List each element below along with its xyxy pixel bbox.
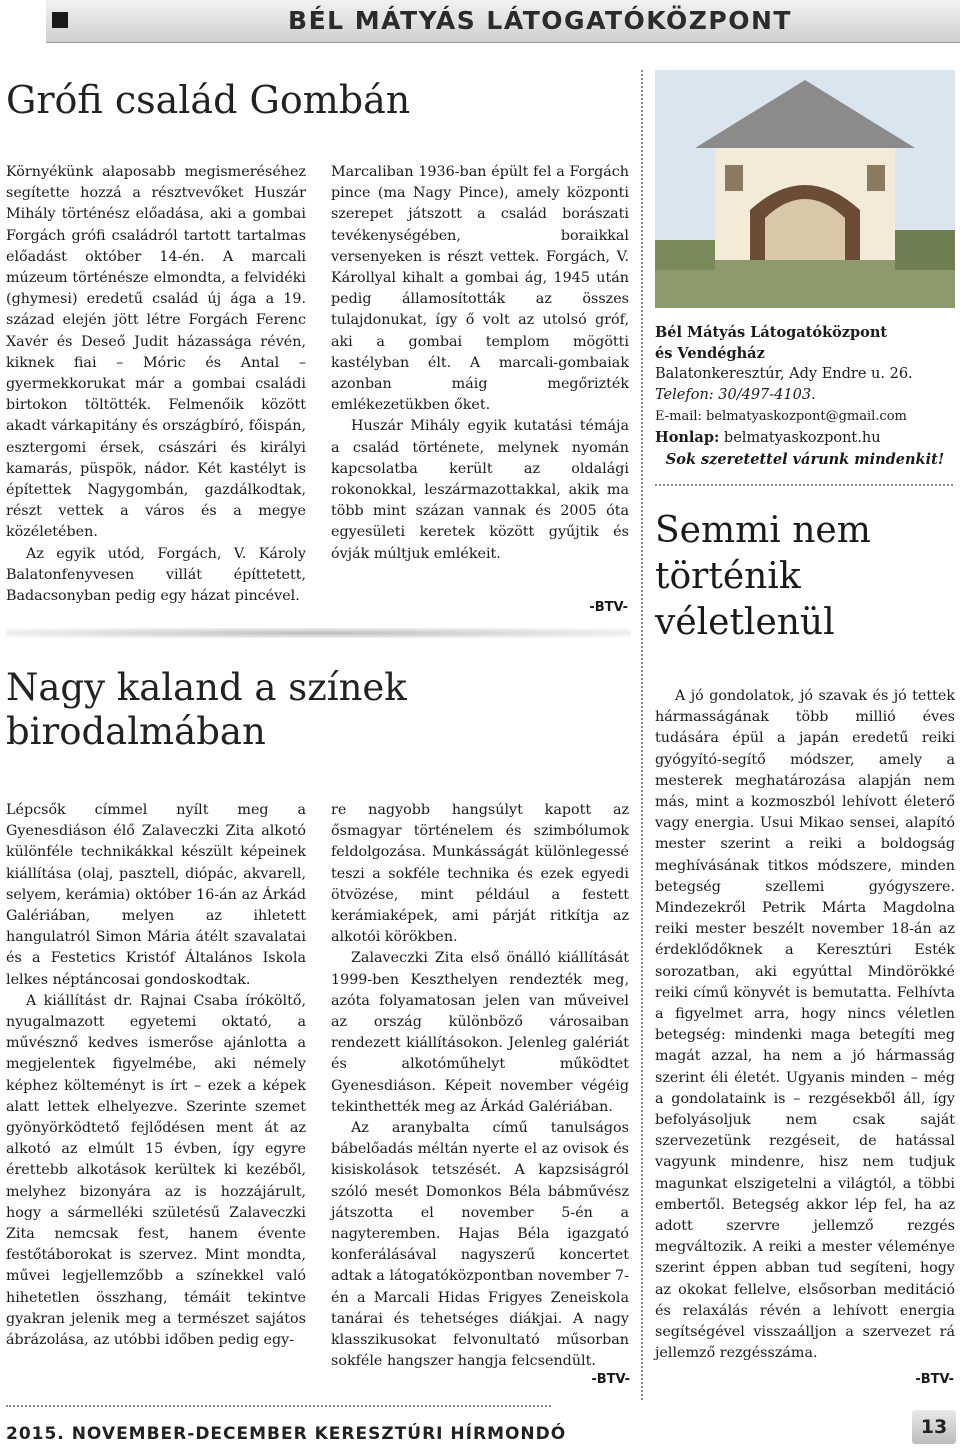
article1-signature: -BTV- bbox=[589, 600, 628, 615]
contact-email[interactable]: E-mail: belmatyaskozpont@gmail.com bbox=[655, 409, 907, 424]
article-separator bbox=[6, 628, 631, 638]
article1-col2 bbox=[331, 162, 629, 565]
footer-issue: 2015. NOVEMBER-DECEMBER KERESZTÚRI HÍRMONDÓ bbox=[6, 1424, 567, 1444]
article3-signature: -BTV- bbox=[915, 1372, 954, 1387]
footer-rule bbox=[6, 1405, 551, 1407]
header-title: BÉL MÁTYÁS LÁTOGATÓKÖZPONT bbox=[288, 6, 792, 35]
article3-title-line3: véletlenül bbox=[655, 602, 835, 643]
article2-col2 bbox=[331, 800, 629, 1372]
article2-title-line1: Nagy kaland a színek bbox=[6, 666, 407, 709]
building-photo bbox=[655, 70, 955, 308]
contact-name-line1: Bél Mátyás Látogatóközpont bbox=[655, 324, 888, 341]
building-illustration bbox=[655, 70, 955, 308]
article2-col2-p1: re nagyobb hangsúlyt kapott az ősmagyar történelem és szimbólumok feldolgozása. Munkásságát különlegessé teszi a sokféle technika és ezek egyedi ötvözése, mint például a festett kerámiaképek, ami párját ritkítja az alkotói körökben. bbox=[331, 802, 629, 946]
article1-col2-p1: Marcaliban 1936-ban épült fel a Forgách pince (ma Nagy Pince), amely központi szerepet játszott a család borászati tevékenységében, boraikkal versenyeken is részt vettek. Forgách, V. Károllyal kihalt a gombai ág, 1945 után pedig államosították az összes tulajdonukat, így ő volt az utolsó gróf, aki a gombai templom mögötti kastélyban élt. A marcali-gombaiak azonban máig megőrizték emlékezetükben őket. bbox=[331, 164, 629, 414]
article1-title: Grófi család Gombán bbox=[6, 78, 411, 122]
contact-address: Balatonkeresztúr, Ady Endre u. 26. bbox=[655, 366, 913, 382]
article2-col1-p1: Lépcsők címmel nyílt meg a Gyenesdiáson élő Zalaveczki Zita alkotó különféle technikákkal készült képeinek kiállítása (olaj, pasztell, diópác, akvarell, selyem, kerámia) október 16-án az Árkád Galériában, melyen az ihletett hangulatról Simon Mária átélt szavalatai és a Festetics Kristóf Általános Iskola lelkes néptáncosai gondoskodtak. bbox=[6, 802, 306, 988]
page-number: 13 bbox=[912, 1410, 956, 1444]
contact-web-label: Honlap: bbox=[655, 429, 720, 446]
article1-col2-p2: Huszár Mihály egyik kutatási témája a család története, melynek nyomán kapcsolatba került az oldalági rokonokkal, leszármazottakkal, akik ma több mint százan vannak és 2005 óta egyesületi keretek között gyűjtik és óvják múltjuk emlékeit. bbox=[331, 418, 629, 562]
contact-phone: Telefon: 30/497-4103. bbox=[655, 387, 816, 403]
contact-welcome: Sok szeretettel várunk mindenkit! bbox=[665, 451, 945, 468]
article2-col2-p3: Az aranybalta című tanulságos bábelőadás méltán nyerte el az ovisok és kisiskolások tetszését. A kapzsiságról szóló mesét Domonkos Béla bábművész játszotta el november 5-én a nagyteremben. Hajas Béla igazgató konferálásával nagyszerű koncertet adtak a látogatóközpontban november 7-én a Marcali Hidas Frigyes Zeneiskola tanárai és tehetséges diákjai. A nagy klasszikusokat felvonultató műsorban sokféle hangszer hangja felcsendült. bbox=[331, 1120, 629, 1370]
contact-name-line2: és Vendégház bbox=[655, 345, 765, 362]
column-divider bbox=[641, 70, 643, 1400]
contact-web-link[interactable]: belmatyaskozpont.hu bbox=[723, 430, 881, 446]
article1-col1 bbox=[6, 162, 306, 607]
article3-title bbox=[655, 508, 871, 646]
contact-box bbox=[655, 322, 955, 470]
article3-body bbox=[655, 686, 955, 1365]
article2-title bbox=[6, 666, 407, 754]
contact-divider bbox=[655, 484, 953, 486]
article2-col2-p2: Zalaveczki Zita első önálló kiállítását 1999-ben Keszthelyen rendezték meg, azóta folyamatosan jelen van műveivel az ország különböző városaiban rendezett kiállításokon. Jelenleg galériát és alkotóműhelyt működtet Gyenesdiáson. Képeit november végéig tekinthették meg az Árkád Galériában. bbox=[331, 950, 629, 1115]
article2-col1-p2: A kiállítást dr. Rajnai Csaba íróköltő, nyugalmazott egyetemi oktató, a művésznő kedves ismerőse ajánlotta a megjelentek figyelmébe, aki némely képhez költeményt is írt – ezek a képek alatt lettek elhelyezve. Szerinte szemet gyönyörködtető fejlődésen ment át az alkotó az elmúlt 15 évben, így egyre érettebb alkotások kerültek ki kezéből, melyhez bizonyára az is hozzájárult, hogy a sármelléki születésű Zalaveczki Zita nemcsak fest, hanem évente festőtáborokat is szervez. Mint mondta, művei legjellemzőbb a színekkel való hihetetlen összhang, témáit tekintve gyakran jelenik meg a természet sajátos ábrázolása, az utóbbi időben pedig egy- bbox=[6, 992, 306, 1349]
article2-title-line2: birodalmában bbox=[6, 710, 266, 753]
article2-col1 bbox=[6, 800, 306, 1351]
article1-col1-p1: Környékünk alaposabb megismeréséhez segítette hozzá a résztvevőket Huszár Mihály történész előadása, aki a gombai Forgách grófi családról tartott tartalmas előadást október 14-én. A marcali múzeum történésze elmondta, a felvidéki (ghymesi) eredetű család új ága a 19. század elején jött létre Forgách Ferenc Xavér és Deseő Judit házassága révén, kiknek fiai – Móric és Antal – gyermekkorukat már a gombai családi birtokon töltötték. Felmenőik között akadt várkapitány és országbíró, főispán, esztergomi érsek, császári és királyi kamarás, püspök, nádor. Két kastélyt is építettek Nagygombán, gazdálkodtak, részt vettek a város és a megye közéletében. bbox=[6, 164, 306, 541]
header-square-icon bbox=[52, 12, 68, 28]
article3-title-line2: történik bbox=[655, 556, 801, 597]
article1-col1-p2: Az egyik utód, Forgách, V. Károly Balatonfenyvesen villát építtetett, Badacsonyban pedig egy házat pincével. bbox=[6, 545, 306, 605]
article3-title-line1: Semmi nem bbox=[655, 510, 871, 551]
article3-paragraph: A jó gondolatok, jó szavak és jó tettek hármasságának több millió éves tudására épül a japán eredetű reiki gyógyító-segítő módszer, amely a mesterek meghatározása alapján nem más, mint a kozmoszból lehívott életerő vagy energia. Usui Mikao sensei, alapító mester szerint a reiki a boldogság meghívásának titkos módszere, minden betegség szellemi gyógyszere. Mindezekről Petrik Márta Magdolna reiki mester beszélt november 18-án az érdeklődőknek a Keresztúri Esték sorozatban, aki egyúttal Mindörökké reiki című könyvét is bemutatta. Felhívta a figyelmet arra, hogy nincs véletlen betegség: mindenki maga betegíti meg magát azzal, ha nem a jó hármasság szerint éli életét. Ugyanis minden – még a gondolataink is – rezgésekből áll, így befolyásoljuk nem csak saját szervezetünk rezgéseit, de hatással vagyunk mindenre, hisz nem tudjuk magunkat elszigetelni a világtól, a többi embertől. Betegség akkor lép fel, ha az adott szervre jellemző rezgés megváltozik. A reiki a mester véleménye szerint éppen abban tud segíteni, hogy az okokat fellelve, elsősorban meditáció és relaxálás révén a lehívott energia segítségével visszaálljon a szervezet rá jellemző rezgésszáma. bbox=[655, 688, 955, 1362]
article2-signature: -BTV- bbox=[591, 1372, 630, 1387]
